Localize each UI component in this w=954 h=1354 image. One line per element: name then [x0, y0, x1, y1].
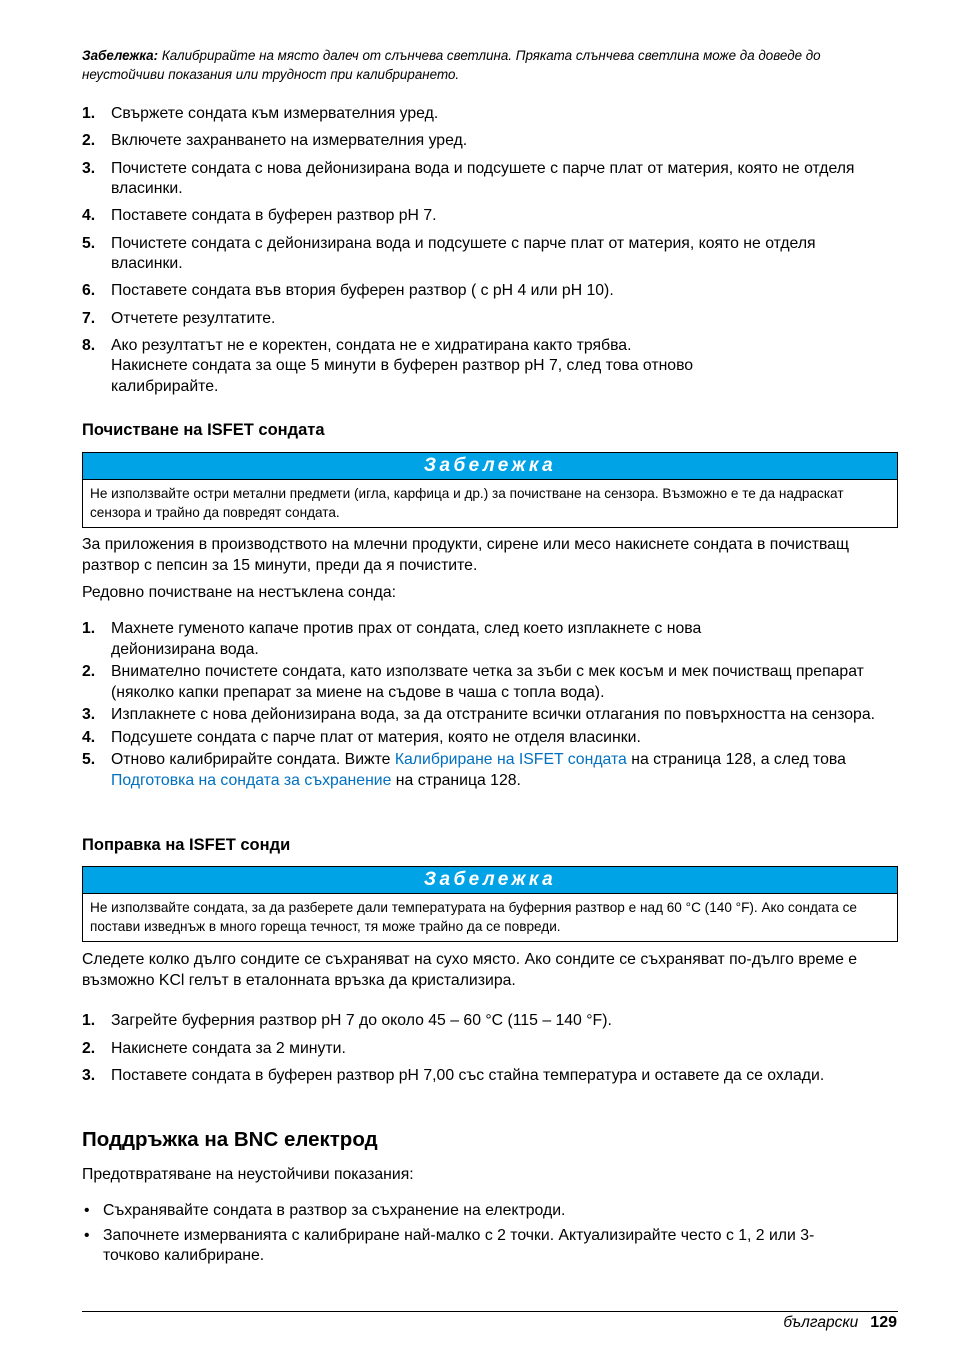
repair-para: Следете колко дълго сондите се съхраняват на сухо място. Ако сондите се съхраняват по-дълго време е възможно KCl гелът в еталонната връзка да кристализира.: [82, 951, 858, 989]
page-number: 129: [870, 1314, 897, 1331]
note-title: Забележка: [83, 453, 897, 480]
list-item: 8. Ако резултатът не е коректен, сондата не е хидратирана както трябва. Накиснете сондата за още 5 минути в буферен разтвор pH 7, след това отново калибрирайте.: [82, 336, 694, 395]
list-item: 3. Почистете сондата с нова дейонизирана вода и подсушете с парче плат от материя, която не отделя власинки.: [82, 159, 855, 197]
top-note-text: Калибрирайте на място далеч от слънчева светлина. Пряката слънчева светлина може да доведе до неустойчиви показания или трудност при калибрирането.: [82, 48, 821, 82]
list-item: • Започнете измерванията с калибриране най-малко с 2 точки. Актуализирайте често с 1, 2 или 3-точково калибриране.: [84, 1226, 815, 1264]
note-text: Не използвайте остри метални предмети (игла, карфица и др.) за почистване на сензора. Възможно е те да надраскат сензора и трайно да повредят сондата.: [90, 486, 844, 520]
list-item: 4. Подсушете сондата с парче плат от материя, която не отделя власинки.: [82, 728, 641, 746]
list-item: 2. Внимателно почистете сондата, като използвате четка за зъби с мек косъм и мек почистващ препарат (няколко капки препарат за миене на съдове в чаша с топла вода).: [82, 663, 864, 701]
top-note: [82, 46, 898, 84]
calibration-steps-list: [82, 104, 898, 397]
repair-note-box: [82, 866, 898, 942]
cleaning-steps-list: [82, 619, 898, 791]
cleaning-para-2: Редовно почистване на нестъклена сонда:: [82, 584, 397, 601]
footer-divider: [82, 1311, 898, 1312]
note-text: Не използвайте сондата, за да разберете дали температурата на буферния разтвор е над 60 °C (140 °F). Ако сондата се постави изведнъж в много гореща течност, тя може трайно да се повреди.: [90, 900, 857, 934]
bnc-para: Предотвратяване на неустойчиви показания:: [82, 1166, 414, 1183]
section-heading-bnc: Поддръжка на BNC електрод: [82, 1128, 378, 1151]
list-item: • Съхранявайте сондата в разтвор за съхранение на електроди.: [84, 1202, 566, 1219]
section-heading-cleaning: Почистване на ISFET сондата: [82, 421, 325, 439]
link-isfet-calibration[interactable]: Калибриране на ISFET сондата: [394, 751, 627, 768]
list-item: 5. Отново калибрирайте сондата. Вижте Калибриране на ISFET сондата на страница 128, а след това Подготовка на сондата за съхранение на страница 128.: [82, 751, 846, 789]
footer-language: български: [783, 1314, 859, 1331]
note-title: Забележка: [83, 867, 897, 894]
list-item: 5. Почистете сондата с дейонизирана вода и подсушете с парче плат от материя, която не отделя власинки.: [82, 234, 816, 272]
link-probe-storage[interactable]: Подготовка на сондата за съхранение: [111, 771, 392, 789]
section-heading-repair: Поправка на ISFET сонди: [82, 836, 291, 854]
repair-steps-list: [82, 1011, 898, 1086]
list-item: 6. Поставете сондата във втория буферен разтвор ( с pH 4 или pH 10).: [82, 282, 614, 299]
list-item: 3. Поставете сондата в буферен разтвор pH 7,00 със стайна температура и оставете да се охлади.: [82, 1066, 825, 1084]
list-item: 4. Поставете сондата в буферен разтвор pH 7.: [82, 207, 437, 224]
bnc-bullet-list: [82, 1201, 898, 1267]
list-item: 7. Отчетете резултатите.: [82, 309, 276, 327]
page-footer: [783, 1313, 897, 1333]
list-item: 3. Изплакнете с нова дейонизирана вода, за да отстраните всички отлагания по повърхността на сензора.: [82, 706, 876, 723]
list-item: 2. Накиснете сондата за 2 минути.: [82, 1039, 346, 1057]
list-item: 1. Загрейте буферния разтвор pH 7 до около 45 – 60 °C (115 – 140 °F).: [82, 1012, 612, 1029]
cleaning-note-box: [82, 452, 898, 528]
top-note-label: Забележка:: [82, 48, 159, 63]
list-item: 2. Включете захранването на измервателния уред.: [82, 132, 468, 149]
list-item: 1. Свържете сондата към измервателния уред.: [82, 105, 439, 122]
list-item: 1. Махнете гуменото капаче против прах от сондата, след което изплакнете с нова дейонизирана вода.: [82, 620, 702, 658]
cleaning-para-1: За приложения в производството на млечни продукти, сирене или месо накиснете сондата в почистващ разтвор с пепсин за 15 минути, преди да я почистите.: [82, 536, 849, 574]
